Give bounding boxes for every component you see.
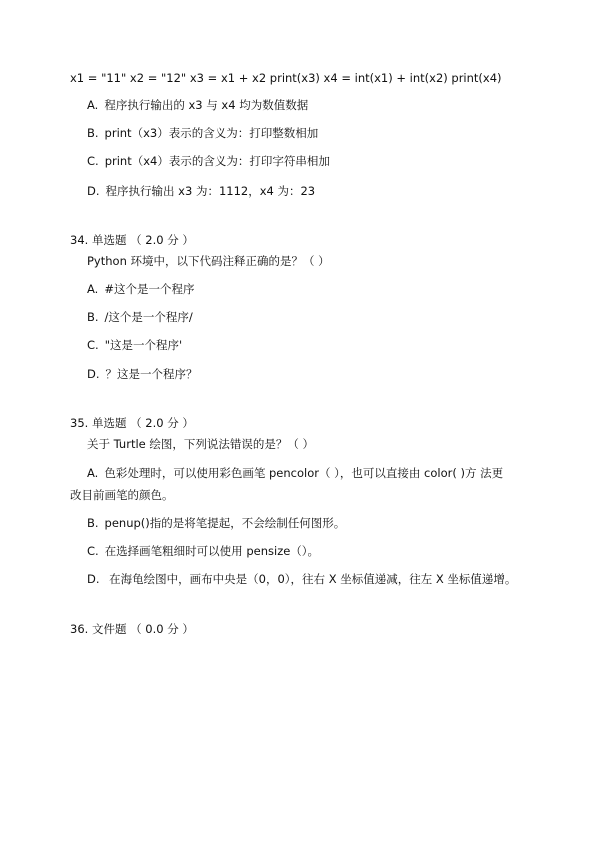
option-text: 程序执行输出 x3 为：1112，x4 为：23 bbox=[105, 184, 316, 198]
q35-option-c bbox=[87, 544, 319, 558]
option-text: 色彩处理时，可以使用彩色画笔 pencolor（ ），也可以直接由 color( )方 法更 bbox=[104, 466, 504, 480]
q34-option-b bbox=[87, 310, 193, 324]
option-letter: A. bbox=[87, 98, 99, 112]
option-text: 程序执行输出的 x3 与 x4 均为数值数据 bbox=[104, 98, 309, 112]
option-text: print（x4）表示的含义为：打印字符串相加 bbox=[104, 154, 330, 168]
option-text: print（x3）表示的含义为：打印整数相加 bbox=[104, 126, 319, 140]
option-letter: C. bbox=[87, 544, 99, 558]
q35-header: 35. 单选题 （ 2.0 分 ） bbox=[70, 416, 194, 430]
q35-option-a bbox=[87, 466, 503, 480]
q35-stem: 关于 Turtle 绘图，下列说法错误的是？（ ） bbox=[87, 437, 315, 451]
option-letter: C. bbox=[87, 338, 99, 352]
option-letter: B. bbox=[87, 310, 99, 324]
q34-option-a bbox=[87, 282, 194, 296]
option-text: /这个是一个程序/ bbox=[104, 310, 193, 324]
q34-header: 34. 单选题 （ 2.0 分 ） bbox=[70, 233, 194, 247]
q33-option-c bbox=[87, 154, 330, 168]
option-text: 在选择画笔粗细时可以使用 pensize（）。 bbox=[104, 544, 320, 558]
option-letter: A. bbox=[87, 466, 99, 480]
q35-option-a-continuation: 改目前画笔的颜色。 bbox=[70, 488, 174, 502]
option-text: "这是一个程序' bbox=[104, 338, 183, 352]
option-letter: D. bbox=[87, 572, 100, 586]
q36-header: 36. 文件题 （ 0.0 分 ） bbox=[70, 622, 194, 636]
q33-option-d bbox=[87, 184, 315, 198]
option-letter: C. bbox=[87, 154, 99, 168]
option-letter: B. bbox=[87, 126, 99, 140]
option-text: 在海龟绘图中，画布中央是（0，0），往右 X 坐标值递减，往左 X 坐标值递增。 bbox=[105, 572, 517, 586]
option-text: #这个是一个程序 bbox=[104, 282, 195, 296]
option-letter: A. bbox=[87, 282, 99, 296]
q34-option-d bbox=[87, 367, 198, 381]
q35-option-b bbox=[87, 516, 345, 530]
q34-stem: Python 环境中，以下代码注释正确的是？（ ） bbox=[87, 254, 330, 268]
option-text: ？这是一个程序？ bbox=[105, 367, 198, 381]
option-letter: D. bbox=[87, 184, 100, 198]
q33-option-b bbox=[87, 126, 318, 140]
q33-code-line: x1 = "11" x2 = "12" x3 = x1 + x2 print(x3) x4 = int(x1) + int(x2) print(x4) bbox=[70, 71, 502, 85]
q34-option-c bbox=[87, 338, 182, 352]
q33-option-a bbox=[87, 98, 308, 112]
q35-option-d bbox=[87, 572, 516, 586]
option-letter: B. bbox=[87, 516, 99, 530]
option-letter: D. bbox=[87, 367, 100, 381]
option-text: penup()指的是将笔提起，不会绘制任何图形。 bbox=[104, 516, 346, 530]
